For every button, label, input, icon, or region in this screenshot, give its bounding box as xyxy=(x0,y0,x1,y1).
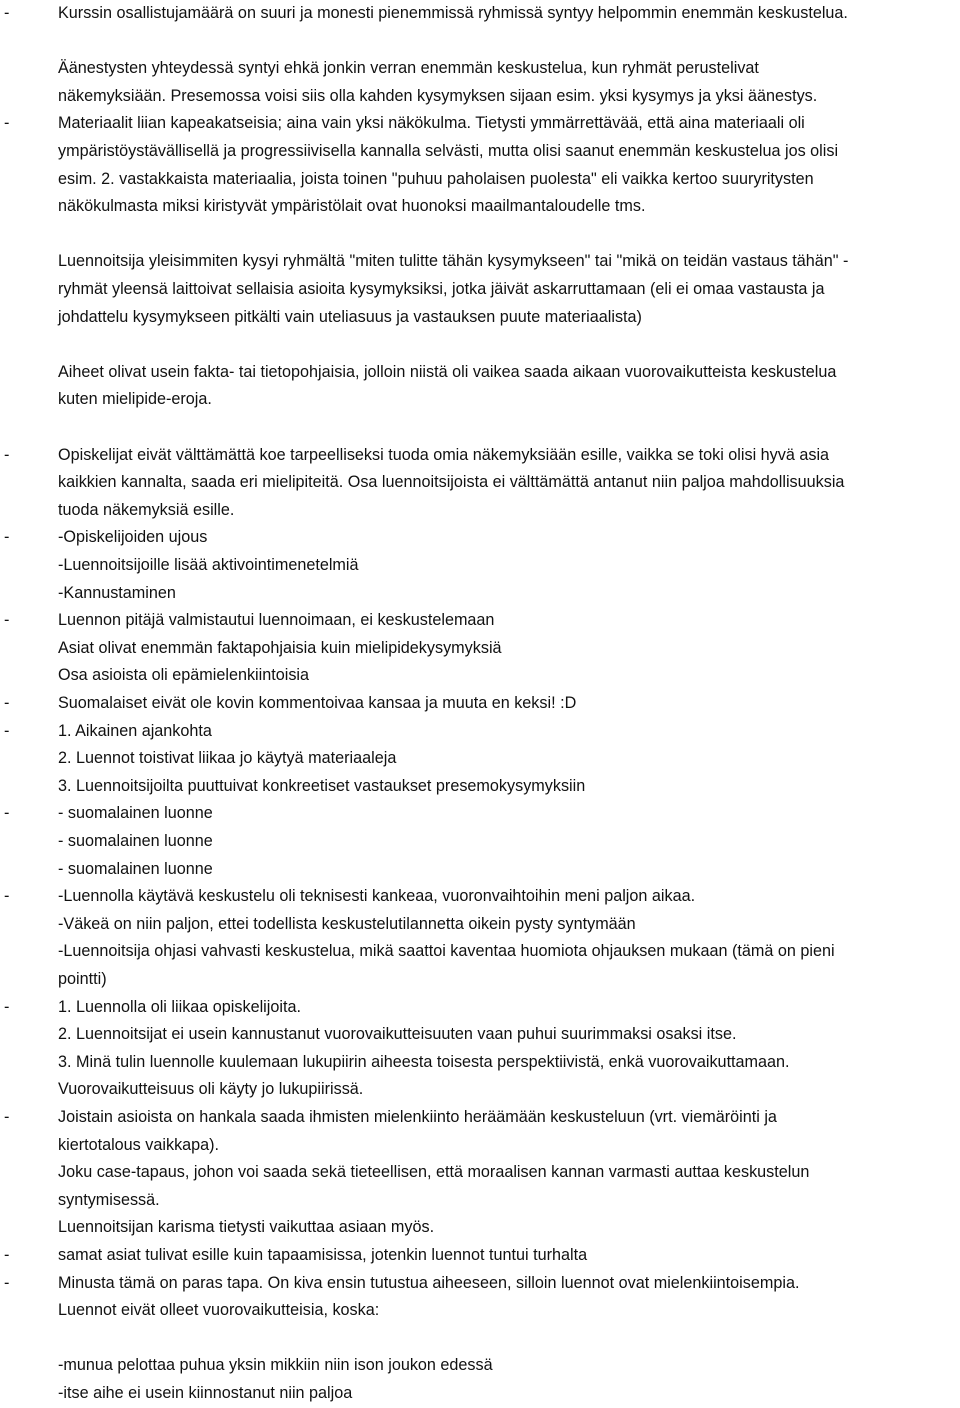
line-text: kaikkien kannalta, saada eri mielipiteitä. Osa luennoitsijoista ei välttämättä antanut niin paljoa mahdollisuuksia xyxy=(58,473,845,492)
text-line xyxy=(0,1297,960,1325)
text-line xyxy=(0,28,960,56)
list-dash: - xyxy=(4,4,10,22)
text-line xyxy=(0,138,960,166)
line-text: -Opiskelijoiden ujous xyxy=(58,528,208,547)
line-text: Materiaalit liian kapeakatseisia; aina vain yksi näkökulma. Tietysti ymmärrettävää, että aina materiaali oli xyxy=(58,114,805,133)
text-line xyxy=(0,580,960,608)
text-line xyxy=(0,55,960,83)
text-line xyxy=(0,1242,960,1270)
line-text: Joku case-tapaus, johon voi saada sekä tieteellisen, että moraalisen kannan varmasti auttaa keskustelun xyxy=(58,1163,810,1182)
line-text: 2. Luennoitsijat ei usein kannustanut vuorovaikutteisuuten vaan puhui suurimmaksi osaksi itse. xyxy=(58,1025,737,1044)
text-line xyxy=(0,718,960,746)
line-text: -Kannustaminen xyxy=(58,583,176,602)
list-dash: - xyxy=(4,1273,10,1292)
text-line xyxy=(0,1380,960,1408)
line-text: Minusta tämä on paras tapa. On kiva ensin tutustua aiheeseen, silloin luennot ovat mielenkiintoisempia. xyxy=(58,1273,800,1292)
text-line xyxy=(0,469,960,497)
text-line xyxy=(0,166,960,194)
text-line xyxy=(0,1214,960,1242)
line-text: Luennot eivät olleet vuorovaikutteisia, koska: xyxy=(58,1301,380,1320)
text-line xyxy=(0,304,960,332)
text-line xyxy=(0,1270,960,1298)
text-line xyxy=(0,745,960,773)
text-line xyxy=(0,276,960,304)
text-line xyxy=(0,1021,960,1049)
list-dash: - xyxy=(4,721,10,740)
text-line xyxy=(0,83,960,111)
text-line xyxy=(0,1325,960,1353)
text-line xyxy=(0,110,960,138)
text-line xyxy=(0,690,960,718)
text-line xyxy=(0,883,960,911)
line-text: kiertotalous vaikkapa). xyxy=(58,1135,220,1154)
text-line xyxy=(0,193,960,221)
list-dash: - xyxy=(4,114,10,133)
line-text: -Luennoitsijoille lisää aktivointimenetelmiä xyxy=(58,556,359,574)
line-text: 3. Minä tulin luennolle kuulemaan lukupiirin aiheesta toisesta perspektiivistä, enkä vuorovaikuttamaan. xyxy=(58,1052,790,1071)
line-text: 3. Luennoitsijoilta puuttuivat konkreetiset vastaukset presemokysymyksiin xyxy=(58,776,586,795)
text-line xyxy=(0,331,960,359)
text-line xyxy=(0,966,960,994)
line-text: Vuorovaikutteisuus oli käyty jo lukupiirissä. xyxy=(58,1080,364,1099)
text-line xyxy=(0,248,960,276)
line-text: Aiheet olivat usein fakta- tai tietopohjaisia, jolloin niistä oli vaikea saada aikaan vuorovaikutteista keskustelua xyxy=(58,362,837,381)
text-line xyxy=(0,1159,960,1187)
line-text: tuoda näkemyksiä esille. xyxy=(58,500,235,519)
list-dash: - xyxy=(4,445,10,464)
line-text: Asiat olivat enemmän faktapohjaisia kuin mielipidekysymyksiä xyxy=(58,638,502,657)
list-dash: - xyxy=(4,611,10,630)
line-text: Suomalaiset eivät ole kovin kommentoivaa kansaa ja muuta en keksi! :D xyxy=(58,694,577,712)
text-line xyxy=(0,221,960,249)
line-text: ympäristöystävällisellä ja progressiivisella kannalla selvästi, mutta olisi saanut enemmän keskustelua jos olisi xyxy=(58,142,839,160)
line-text: näkemyksiään. Presemossa voisi siis olla kahden kysymyksen sijaan esim. yksi kysymys ja yksi äänestys. xyxy=(58,86,818,105)
line-text: - suomalainen luonne xyxy=(58,859,213,878)
text-line xyxy=(0,524,960,552)
text-line xyxy=(0,414,960,442)
line-text: - suomalainen luonne xyxy=(58,804,213,823)
text-line xyxy=(0,607,960,635)
line-text: syntymisessä. xyxy=(58,1190,160,1209)
line-text: 1. Aikainen ajankohta xyxy=(58,721,212,740)
line-text: Luennon pitäjä valmistautui luennoimaan, ei keskustelemaan xyxy=(58,611,495,630)
text-line xyxy=(0,497,960,525)
text-line xyxy=(0,938,960,966)
line-text: esim. 2. vastakkaista materiaalia, joista toinen "puhuu paholaisen puolesta" eli vaikka kertoo suuryritysten xyxy=(58,169,814,188)
line-text: 2. Luennot toistivat liikaa jo käytyä materiaaleja xyxy=(58,749,397,768)
line-text: -itse aihe ei usein kiinnostanut niin paljoa xyxy=(58,1384,353,1402)
line-text: -Luennolla käytävä keskustelu oli teknisesti kankeaa, vuoronvaihtoihin meni paljon aikaa. xyxy=(58,887,696,906)
line-text: Kurssin osallistujamäärä on suuri ja monesti pienemmissä ryhmissä syntyy helpommin enemmän keskustelua. xyxy=(58,4,848,22)
text-line xyxy=(0,1076,960,1104)
line-text: Äänestysten yhteydessä syntyi ehkä jonkin verran enemmän keskustelua, kun ryhmät perustelivat xyxy=(58,59,759,78)
text-line xyxy=(0,386,960,414)
line-text: Opiskelijat eivät välttämättä koe tarpeelliseksi tuoda omia näkemyksiään esille, vaikka se toki olisi hyvä asia xyxy=(58,445,830,464)
text-line xyxy=(0,662,960,690)
line-text: -Väkeä on niin paljon, ettei todellista keskustelutilannetta oikein pysty syntymään xyxy=(58,914,636,933)
text-line xyxy=(0,635,960,663)
text-line xyxy=(0,1049,960,1077)
line-text: - suomalainen luonne xyxy=(58,832,213,850)
text-line xyxy=(0,0,960,28)
list-dash: - xyxy=(4,1108,10,1126)
line-text: johdattelu kysymykseen pitkälti vain uteliasuus ja vastauksen puute materiaalista) xyxy=(58,307,642,326)
text-line xyxy=(0,442,960,470)
list-dash: - xyxy=(4,1246,10,1264)
text-line xyxy=(0,552,960,580)
list-dash: - xyxy=(4,528,10,547)
list-dash: - xyxy=(4,997,10,1016)
text-line xyxy=(0,1132,960,1160)
list-dash: - xyxy=(4,694,10,712)
text-line xyxy=(0,1104,960,1132)
text-line xyxy=(0,1187,960,1215)
line-text: -munua pelottaa puhua yksin mikkiin niin ison joukon edessä xyxy=(58,1356,493,1375)
line-text: näkökulmasta miksi kiristyvät ympäristölait ovat huonoksi maailmantaloudelle tms. xyxy=(58,197,646,216)
text-line xyxy=(0,911,960,939)
text-line xyxy=(0,1352,960,1380)
line-text: Joistain asioista on hankala saada ihmisten mielenkiinto heräämään keskusteluun (vrt. viemäröinti ja xyxy=(58,1108,777,1126)
list-dash: - xyxy=(4,887,10,906)
line-text: Luennoitsija yleisimmiten kysyi ryhmältä "miten tulitte tähän kysymykseen" tai "mikä on teidän vastaus tähän" - xyxy=(58,252,849,271)
text-line xyxy=(0,856,960,884)
text-line xyxy=(0,994,960,1022)
line-text: -Luennoitsija ohjasi vahvasti keskustelua, mikä saattoi kaventaa huomiota ohjauksen mukaan (tämä on pieni xyxy=(58,942,835,961)
line-text: Luennoitsijan karisma tietysti vaikuttaa asiaan myös. xyxy=(58,1218,435,1237)
line-text: Osa asioista oli epämielenkiintoisia xyxy=(58,666,310,685)
text-line xyxy=(0,800,960,828)
line-text: pointti) xyxy=(58,970,107,988)
text-line xyxy=(0,828,960,856)
line-text: 1. Luennolla oli liikaa opiskelijoita. xyxy=(58,997,301,1016)
line-text: kuten mielipide-eroja. xyxy=(58,390,212,409)
text-line xyxy=(0,359,960,387)
list-dash: - xyxy=(4,804,10,823)
text-line xyxy=(0,773,960,801)
line-text: samat asiat tulivat esille kuin tapaamisissa, jotenkin luennot tuntui turhalta xyxy=(58,1246,588,1264)
line-text: ryhmät yleensä laittoivat sellaisia asioita kysymyksiksi, jotka jäivät askarruttamaan (eli ei omaa vastausta ja xyxy=(58,280,825,298)
